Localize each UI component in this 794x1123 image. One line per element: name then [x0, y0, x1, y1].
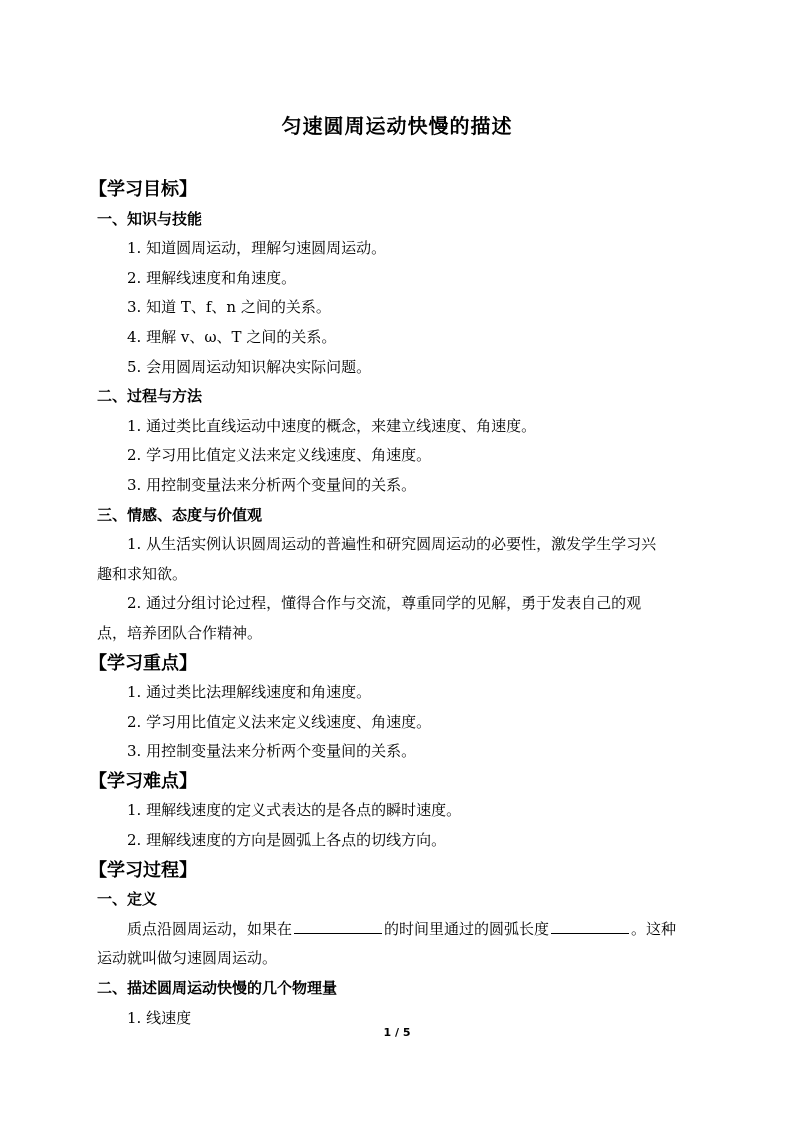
list-item: 1. 理解线速度的定义式表达的是各点的瞬时速度。 — [127, 801, 462, 820]
attitude-values-heading: 三、情感、态度与价值观 — [97, 505, 263, 524]
goals-heading: 【学习目标】 — [89, 179, 197, 200]
process-heading: 【学习过程】 — [89, 859, 197, 881]
document-body — [89, 175, 697, 1033]
list-item: 1. 知道圆周运动，理解匀速圆周运动。 — [127, 239, 387, 258]
definition-text: 的时间里通过的圆弧长度 — [384, 919, 550, 938]
list-item: 5. 会用圆周运动知识解决实际问题。 — [127, 357, 372, 376]
difficulties-heading: 【学习难点】 — [89, 770, 197, 792]
definition-text: 质点沿圆周运动，如果在 — [127, 919, 293, 938]
list-item: 2. 理解线速度的方向是圆弧上各点的切线方向。 — [127, 831, 447, 850]
fill-blank[interactable] — [551, 919, 629, 934]
list-item: 3. 知道 T、f、n 之间的关系。 — [127, 298, 331, 317]
list-item: 1. 线速度 — [127, 1008, 192, 1027]
definition-paragraph — [97, 915, 697, 945]
page-title: 匀速圆周运动快慢的描述 — [281, 114, 513, 138]
definition-paragraph-cont: 运动就叫做匀速圆周运动。 — [97, 949, 278, 968]
paragraph-line: 点，培养团队合作精神。 — [97, 623, 263, 642]
fill-blank[interactable] — [294, 919, 382, 934]
paragraph-line: 2. 通过分组讨论过程，懂得合作与交流，尊重同学的见解，勇于发表自己的观 — [127, 594, 642, 613]
list-item: 2. 学习用比值定义法来定义线速度、角速度。 — [127, 446, 432, 465]
list-item: 4. 理解 v、ω、T 之间的关系。 — [127, 327, 337, 346]
list-item: 3. 用控制变量法来分析两个变量间的关系。 — [127, 742, 417, 761]
quantities-heading: 二、描述圆周运动快慢的几个物理量 — [97, 979, 338, 998]
list-item: 3. 用控制变量法来分析两个变量间的关系。 — [127, 475, 417, 494]
definition-text: 。这种 — [631, 919, 677, 938]
paragraph-line: 1. 从生活实例认识圆周运动的普遍性和研究圆周运动的必要性，激发学生学习兴 — [127, 535, 657, 554]
key-points-heading: 【学习重点】 — [89, 652, 197, 674]
knowledge-skills-heading: 一、知识与技能 — [97, 209, 203, 228]
process-methods-heading: 二、过程与方法 — [97, 387, 203, 406]
list-item: 2. 理解线速度和角速度。 — [127, 268, 297, 287]
page-number: 1 / 5 — [383, 1026, 411, 1039]
list-item: 1. 通过类比直线运动中速度的概念，来建立线速度、角速度。 — [127, 416, 537, 435]
paragraph-line: 趣和求知欲。 — [97, 564, 188, 583]
list-item: 2. 学习用比值定义法来定义线速度、角速度。 — [127, 712, 432, 731]
list-item: 1. 通过类比法理解线速度和角速度。 — [127, 683, 372, 702]
definition-heading: 一、定义 — [97, 890, 158, 909]
